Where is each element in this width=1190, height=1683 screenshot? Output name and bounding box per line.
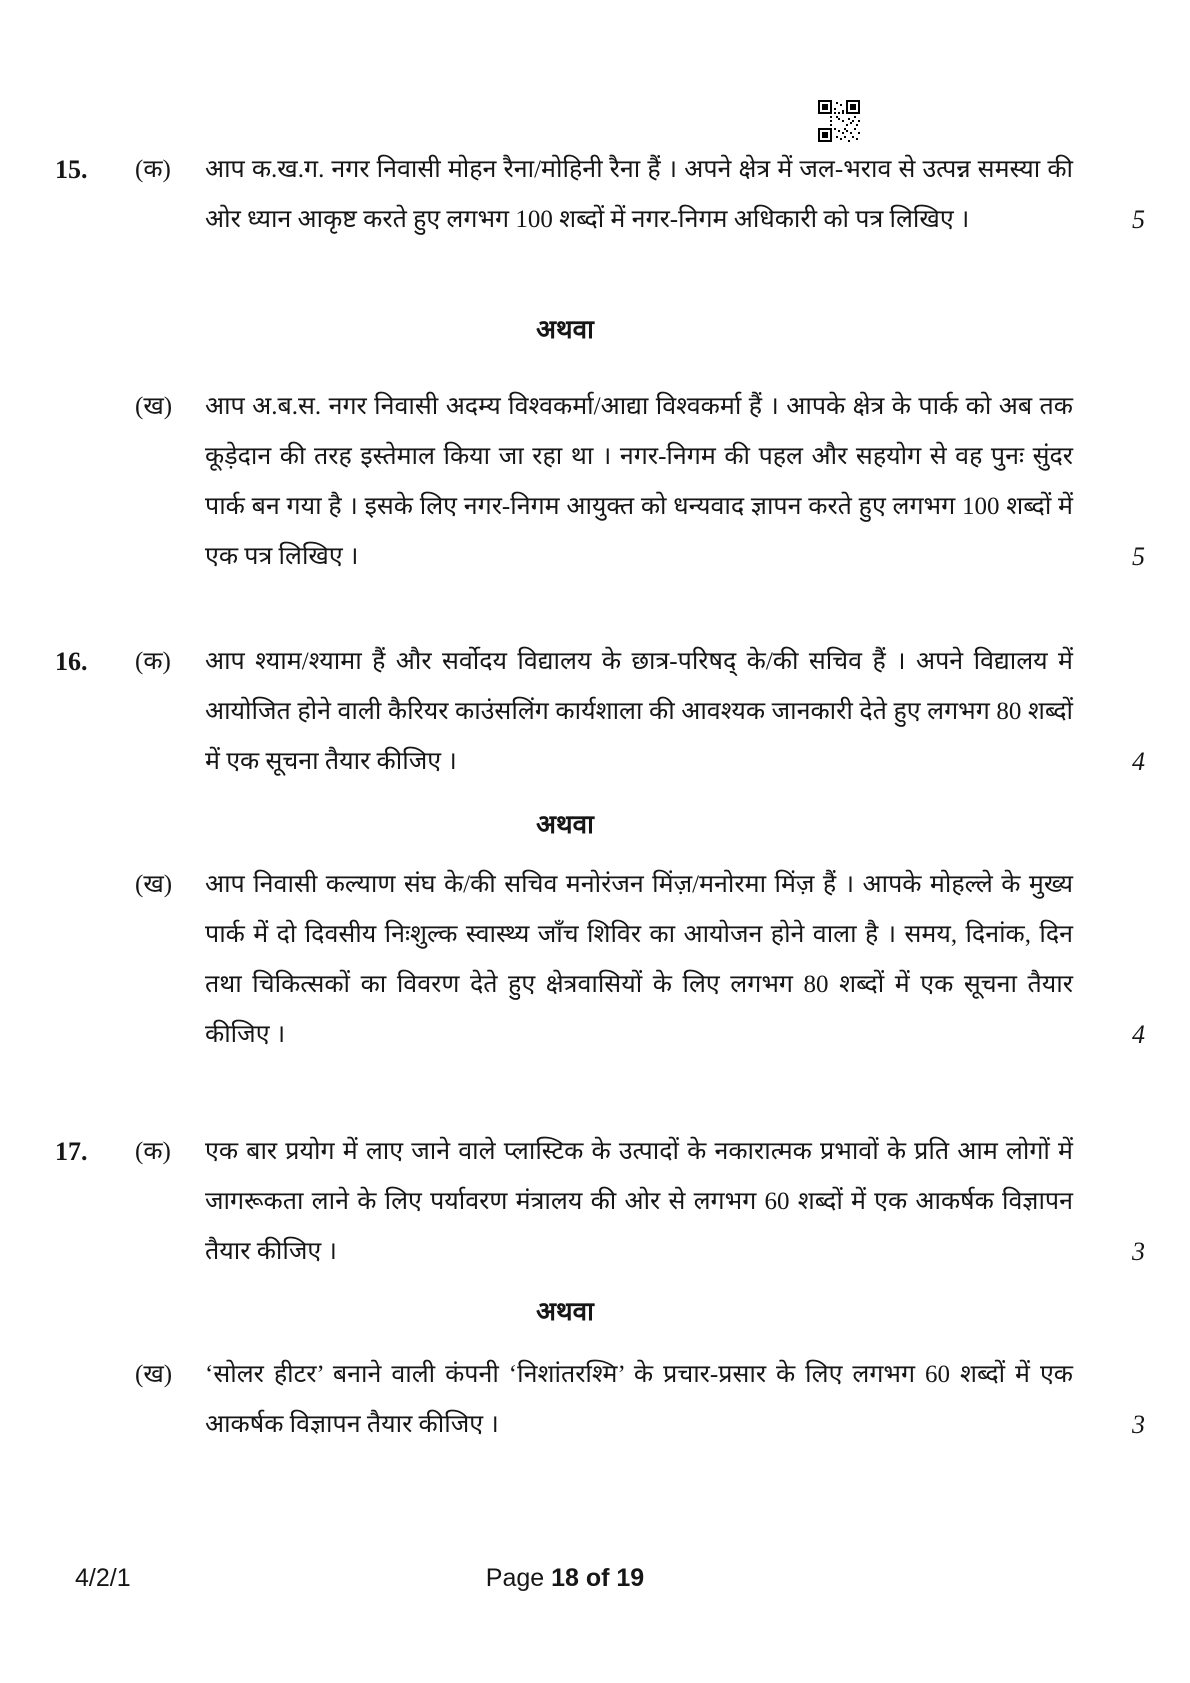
question-15-part-b — [0, 382, 1190, 582]
question-17-part-a — [0, 1127, 1190, 1277]
question-16-part-b — [0, 860, 1190, 1060]
page-word: Page — [485, 1564, 545, 1592]
question-text: एक बार प्रयोग में लाए जाने वाले प्लास्टिक के उत्पादों के नकारात्मक प्रभावों के प्रति आम लोगों में जागरूकता लाने के लिए पर्यावरण मंत्रालय की ओर से लगभग 60 शब्दों में एक आकर्षक विज्ञापन तैयार कीजिए । — [205, 1138, 1073, 1265]
marks-value: 5 — [1132, 205, 1145, 234]
marks-value: 3 — [1132, 1410, 1145, 1439]
part-label: (क) — [135, 156, 171, 183]
question-text: ‘सोलर हीटर’ बनाने वाली कंपनी ‘निशांतरश्मि’ के प्रचार-प्रसार के लिए लगभग 60 शब्दों में एक आकर्षक विज्ञापन तैयार कीजिए । — [205, 1361, 1073, 1438]
marks-value: 5 — [1132, 542, 1145, 571]
marks-value: 4 — [1132, 1020, 1145, 1049]
question-text: आप अ.ब.स. नगर निवासी अदम्य विश्वकर्मा/आद्या विश्वकर्मा हैं । आपके क्षेत्र के पार्क को अब तक कूड़ेदान की तरह इस्तेमाल किया जा रहा था । नगर-निगम की पहल और सहयोग से वह पुनः सुंदर पार्क बन गया है । इसके लिए नगर-निगम आयुक्त को धन्यवाद ज्ञापन करते हुए लगभग 100 शब्दों में एक पत्र लिखिए । — [205, 393, 1073, 570]
or-separator: अथवा — [536, 315, 594, 344]
page-indicator — [0, 1558, 1130, 1598]
or-separator: अथवा — [536, 1297, 594, 1326]
or-separator: अथवा — [536, 810, 594, 839]
marks-value: 4 — [1132, 747, 1145, 776]
question-text: आप निवासी कल्याण संघ के/की सचिव मनोरंजन मिंज़/मनोरमा मिंज़ हैं । आपके मोहल्ले के मुख्य पार्क में दो दिवसीय निःशुल्क स्वास्थ्य जाँच शिविर का आयोजन होने वाला है । समय, दिनांक, दिन तथा चिकित्सकों का विवरण देते हुए क्षेत्रवासियों के लिए लगभग 80 शब्दों में एक सूचना तैयार कीजिए । — [205, 871, 1073, 1048]
question-text: आप क.ख.ग. नगर निवासी मोहन रैना/मोहिनी रैना हैं । अपने क्षेत्र में जल-भराव से उत्पन्न समस्या की ओर ध्यान आकृष्ट करते हुए लगभग 100 शब्दों में नगर-निगम अधिकारी को पत्र लिखिए । — [205, 156, 1073, 233]
question-17-part-b — [0, 1350, 1190, 1450]
question-number: 16. — [55, 647, 88, 676]
marks-value: 3 — [1132, 1237, 1145, 1266]
page-numbers: 18 of 19 — [551, 1564, 645, 1592]
qr-code-icon — [818, 100, 860, 142]
part-label: (क) — [135, 1138, 171, 1165]
part-label: (ख) — [135, 1361, 173, 1388]
part-label: (क) — [135, 648, 171, 675]
question-number: 17. — [55, 1137, 88, 1166]
question-15-part-a — [0, 145, 1190, 245]
question-16-part-a — [0, 637, 1190, 787]
part-label: (ख) — [135, 871, 173, 898]
part-label: (ख) — [135, 393, 173, 420]
paper-code: 4/2/1 — [75, 1564, 131, 1592]
question-text: आप श्याम/श्यामा हैं और सर्वोदय विद्यालय के छात्र-परिषद् के/की सचिव हैं । अपने विद्यालय में आयोजित होने वाली कैरियर काउंसलिंग कार्यशाला की आवश्यक जानकारी देते हुए लगभग 80 शब्दों में एक सूचना तैयार कीजिए । — [205, 648, 1073, 775]
page-footer — [0, 1558, 1190, 1598]
question-number: 15. — [55, 155, 88, 184]
